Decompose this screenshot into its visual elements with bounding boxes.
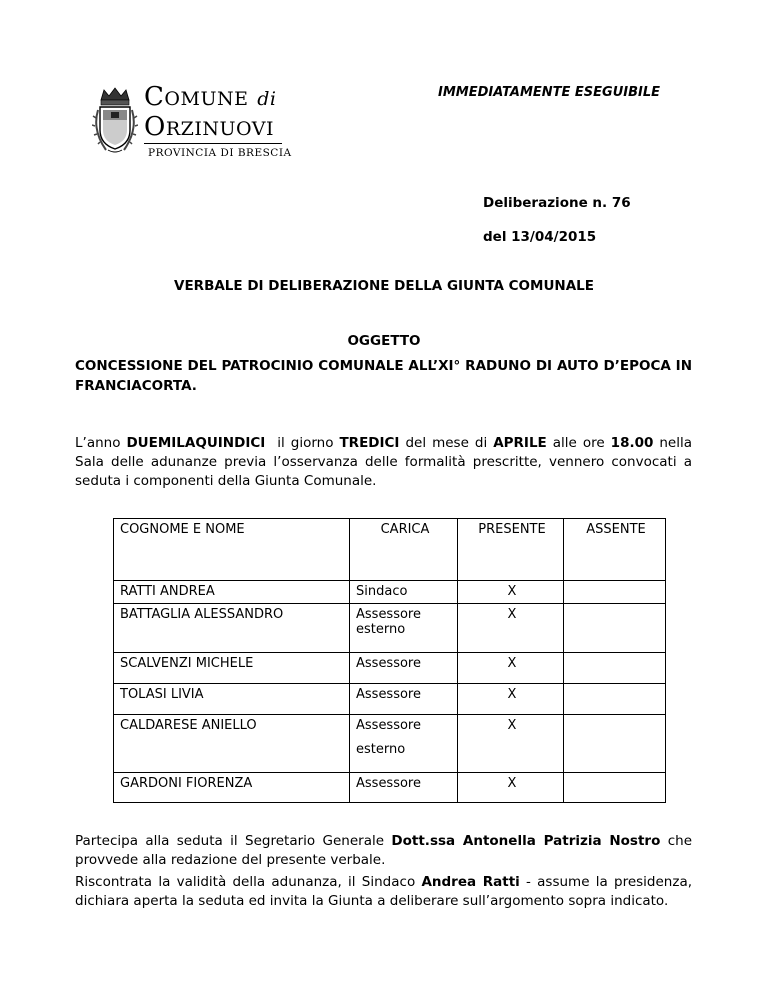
execution-status: IMMEDIATAMENTE ESEGUIBILE bbox=[438, 85, 661, 100]
logo-province: PROVINCIA DI BRESCIA bbox=[148, 147, 292, 159]
member-role bbox=[350, 653, 458, 684]
deliberation-number: Deliberazione n. 76 bbox=[483, 195, 631, 211]
member-name: BATTAGLIA ALESSANDRO bbox=[114, 604, 350, 653]
member-role-line1: Assessore bbox=[356, 687, 421, 702]
member-absent bbox=[564, 653, 666, 684]
validity-text-1: Riscontrata la validità della adunanza, il Sindaco bbox=[75, 874, 422, 890]
municipal-crest-icon bbox=[92, 86, 138, 154]
member-role-line2: esterno bbox=[356, 742, 406, 757]
attendance-table bbox=[113, 518, 666, 803]
deliberation-date: del 13/04/2015 bbox=[483, 229, 597, 245]
header-absent: ASSENTE bbox=[564, 519, 666, 581]
logo-divider bbox=[144, 143, 282, 144]
logo-line-orzinuovi bbox=[144, 112, 274, 142]
intro-year: DUEMILAQUINDICI bbox=[126, 435, 266, 451]
member-role-line2: esterno bbox=[356, 622, 406, 637]
member-role-line1: Assessore bbox=[356, 656, 421, 671]
member-absent bbox=[564, 604, 666, 653]
header-name: COGNOME E NOME bbox=[114, 519, 350, 581]
intro-text-3: del mese di bbox=[399, 435, 494, 451]
subject-heading: OGGETTO bbox=[347, 333, 421, 349]
table-row bbox=[114, 684, 666, 715]
logo-cap-c: C bbox=[144, 82, 165, 112]
logo-orzinuovi-rest: RZINUOVI bbox=[165, 118, 274, 140]
logo-line-comune bbox=[144, 82, 276, 112]
table-row bbox=[114, 604, 666, 653]
document-title: VERBALE DI DELIBERAZIONE DELLA GIUNTA COMUNALE bbox=[174, 278, 594, 294]
subject-text: CONCESSIONE DEL PATROCINIO COMUNALE ALL’XI° RADUNO DI AUTO D’EPOCA IN FRANCIACORTA. bbox=[75, 358, 692, 394]
secretary-text-1: Partecipa alla seduta il Segretario Generale bbox=[75, 833, 392, 849]
member-absent bbox=[564, 715, 666, 773]
table-row bbox=[114, 773, 666, 803]
mayor-name: Andrea Ratti bbox=[421, 874, 520, 890]
member-role-line1: Sindaco bbox=[356, 584, 408, 599]
table-row bbox=[114, 581, 666, 604]
member-absent bbox=[564, 581, 666, 604]
member-name: SCALVENZI MICHELE bbox=[114, 653, 350, 684]
member-name: GARDONI FIORENZA bbox=[114, 773, 350, 803]
table-row bbox=[114, 653, 666, 684]
secretary-paragraph bbox=[75, 832, 692, 870]
intro-day: TREDICI bbox=[339, 435, 400, 451]
member-role bbox=[350, 715, 458, 773]
member-name: CALDARESE ANIELLO bbox=[114, 715, 350, 773]
intro-text-1: L’anno bbox=[75, 435, 127, 451]
member-name: RATTI ANDREA bbox=[114, 581, 350, 604]
member-present: X bbox=[458, 684, 564, 715]
table-header-row bbox=[114, 519, 666, 581]
member-present: X bbox=[458, 715, 564, 773]
member-present: X bbox=[458, 653, 564, 684]
member-role-line1: Assessore bbox=[356, 607, 421, 622]
validity-text-2: - assume la presidenza, dichiara aperta la seduta ed invita la Giunta a deliberare sull’argomento sopra indicato. bbox=[75, 874, 693, 909]
intro-text-2: il giorno bbox=[265, 435, 340, 451]
secretary-text-2: che provvede alla redazione del presente verbale. bbox=[75, 833, 693, 868]
header-role: CARICA bbox=[350, 519, 458, 581]
member-role-line1: Assessore bbox=[356, 718, 421, 733]
member-present: X bbox=[458, 604, 564, 653]
member-role bbox=[350, 684, 458, 715]
logo-di: di bbox=[257, 88, 277, 110]
intro-text-5: nella Sala delle adunanze previa l’osservanza delle formalità prescritte, vennero convocati a seduta i componenti della Giunta Comunale. bbox=[75, 435, 693, 489]
logo-cap-o: O bbox=[144, 112, 166, 142]
validity-paragraph bbox=[75, 873, 692, 911]
intro-text-4: alle ore bbox=[546, 435, 611, 451]
member-role bbox=[350, 604, 458, 653]
member-role bbox=[350, 581, 458, 604]
member-role bbox=[350, 773, 458, 803]
member-name: TOLASI LIVIA bbox=[114, 684, 350, 715]
header-present: PRESENTE bbox=[458, 519, 564, 581]
logo-comune-rest: OMUNE bbox=[164, 88, 249, 110]
intro-paragraph bbox=[75, 434, 692, 491]
intro-month: APRILE bbox=[493, 435, 547, 451]
secretary-name: Dott.ssa Antonella Patrizia Nostro bbox=[391, 833, 661, 849]
member-role-line1: Assessore bbox=[356, 776, 421, 791]
member-absent bbox=[564, 773, 666, 803]
table-row bbox=[114, 715, 666, 773]
intro-time: 18.00 bbox=[610, 435, 654, 451]
member-absent bbox=[564, 684, 666, 715]
member-present: X bbox=[458, 773, 564, 803]
member-present: X bbox=[458, 581, 564, 604]
